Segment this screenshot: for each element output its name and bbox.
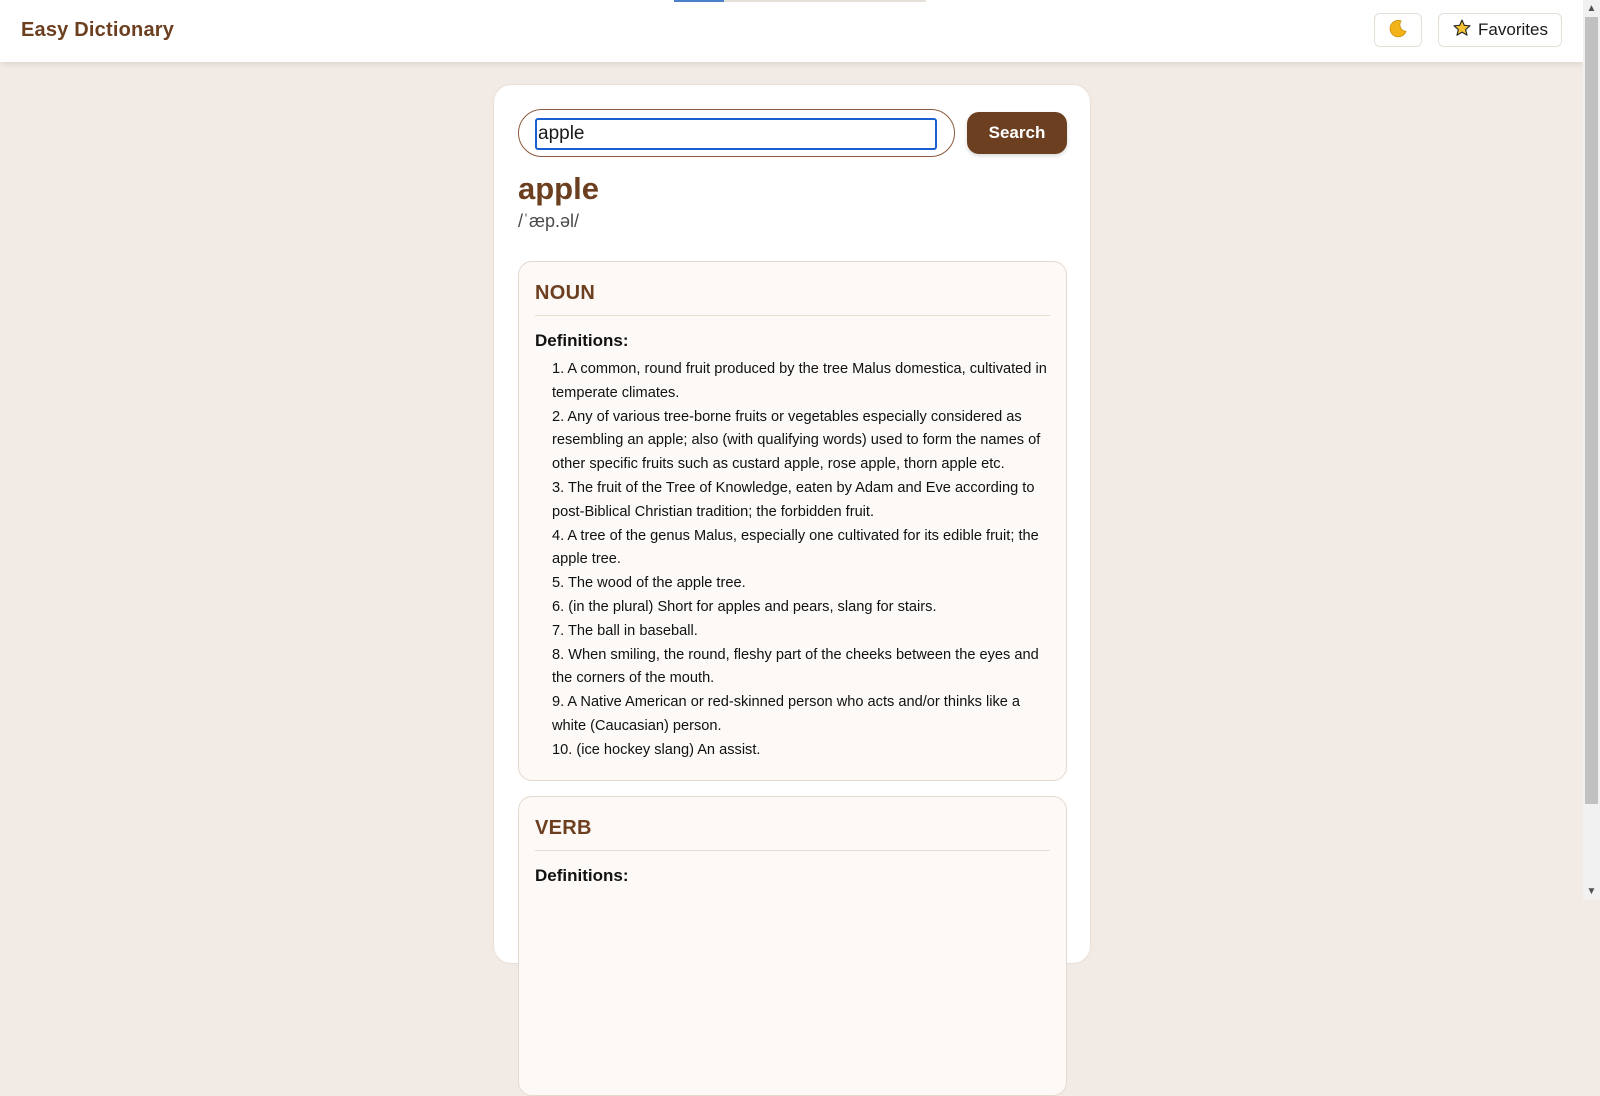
search-button[interactable]: Search [967, 112, 1067, 154]
definitions-label: Definitions: [535, 331, 629, 350]
dictionary-card [493, 84, 1091, 964]
definition-item: 4. A tree of the genus Malus, especially one cultivated for its edible fruit; the apple tree. [552, 527, 1039, 568]
star-icon [1452, 18, 1472, 43]
part-of-speech-title: NOUN [535, 282, 1050, 316]
loading-progress-bar [674, 0, 926, 2]
theme-toggle-button[interactable] [1374, 13, 1422, 47]
app-title[interactable]: Easy Dictionary [21, 19, 175, 41]
definition-item: 10. (ice hockey slang) An assist. [552, 741, 761, 758]
definition-item: 5. The wood of the apple tree. [552, 575, 746, 592]
part-of-speech-title: VERB [535, 817, 1050, 851]
part-of-speech-card-noun [518, 261, 1067, 781]
definition-item: 3. The fruit of the Tree of Knowledge, eaten by Adam and Eve according to post-Biblical Christian tradition; the forbidden fruit. [552, 479, 1035, 520]
definition-item: 6. (in the plural) Short for apples and pears, slang for stairs. [552, 598, 937, 615]
definition-item: 7. The ball in baseball. [552, 622, 698, 639]
search-input[interactable] [535, 118, 937, 150]
favorites-button[interactable] [1438, 13, 1562, 47]
definition-item: 2. Any of various tree-borne fruits or vegetables especially considered as resembling an apple; also (with qualifying words) used to form the names of other specific fruits such as custard apple, rose apple, thorn apple etc. [552, 408, 1041, 473]
definition-item: 8. When smiling, the round, fleshy part of the cheeks between the eyes and the corners of the mouth. [552, 646, 1039, 687]
word-title: apple [518, 171, 599, 206]
phonetic-text: /ˈæp.əl/ [518, 211, 580, 231]
loading-progress-fill [674, 0, 724, 2]
page-scrollbar[interactable] [1583, 0, 1600, 900]
part-of-speech-card-verb [518, 796, 1067, 1096]
definition-item: 1. A common, round fruit produced by the tree Malus domestica, cultivated in temperate climates. [552, 361, 1047, 401]
search-box [518, 109, 955, 157]
favorites-label: Favorites [1478, 20, 1548, 39]
definitions-label: Definitions: [535, 866, 629, 885]
scrollbar-thumb[interactable] [1585, 17, 1598, 804]
moon-icon [1387, 18, 1409, 43]
scroll-down-arrow-icon[interactable]: ▼ [1586, 886, 1597, 897]
definition-item: 9. A Native American or red-skinned person who acts and/or thinks like a white (Caucasian) person. [552, 694, 1021, 734]
app-header [0, 0, 1583, 62]
scroll-up-arrow-icon[interactable]: ▲ [1586, 3, 1597, 14]
definitions-list [535, 358, 1050, 763]
